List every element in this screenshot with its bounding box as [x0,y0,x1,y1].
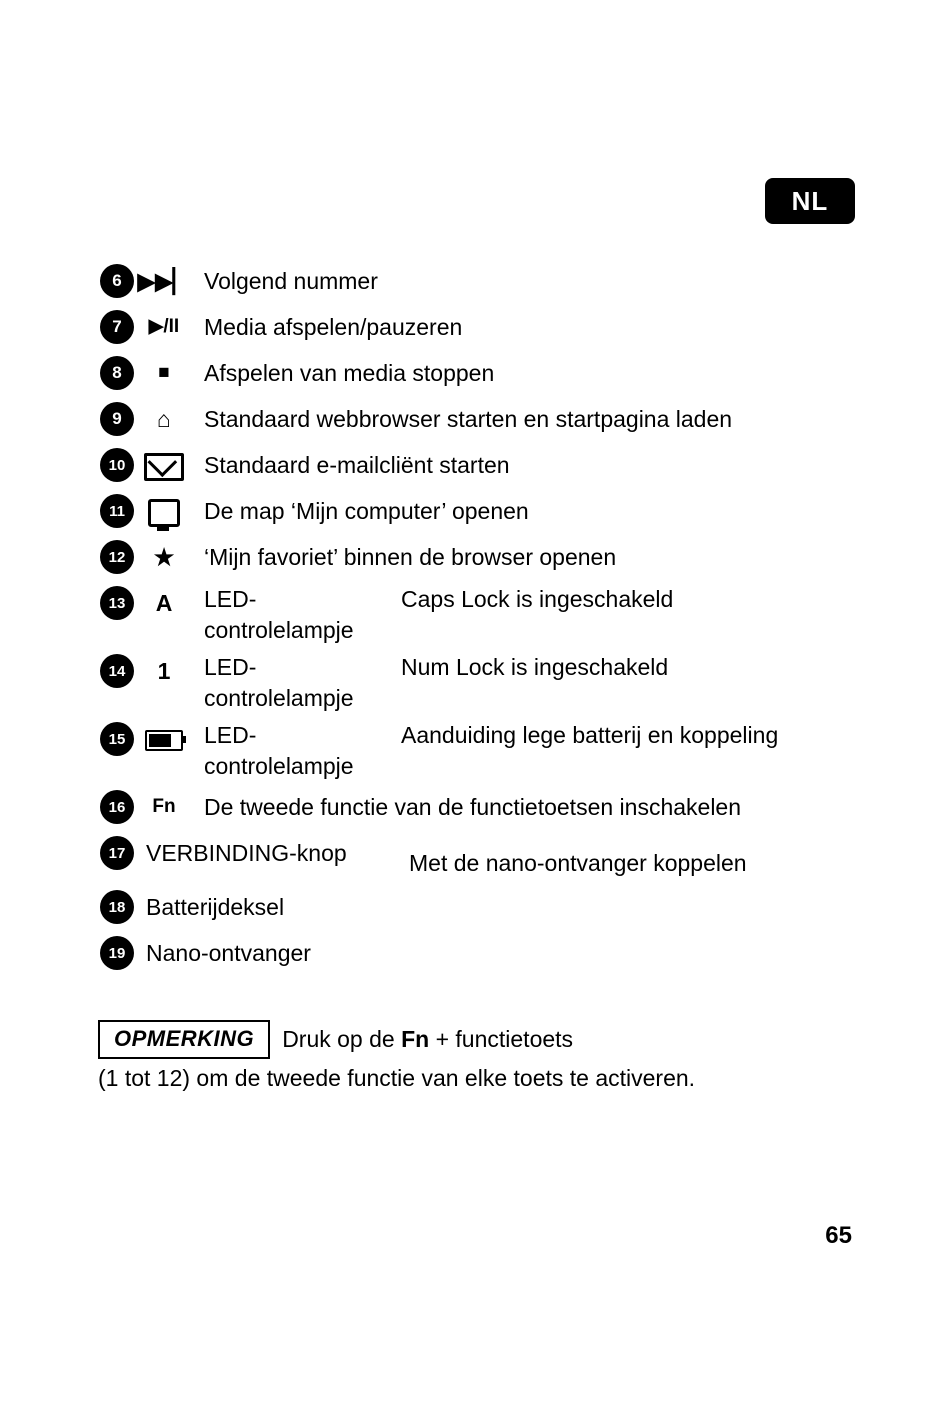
next-track-icon: ▶▶▏ [137,268,191,294]
note-block [98,1020,888,1092]
item-value: Caps Lock is ingeschakeld [401,586,674,612]
list-item [100,492,880,532]
item-label: LED-controlelampje [204,586,354,643]
item-value: Num Lock is ingeschakeld [401,654,669,680]
num-lock-one-icon: 1 [157,658,171,684]
item-number: 13 [100,586,134,620]
item-number: 16 [100,790,134,824]
item-description: De map ‘Mijn computer’ openen [204,498,529,524]
item-number: 10 [100,448,134,482]
list-item [100,652,880,714]
caps-lock-a-icon: A [155,590,173,616]
item-number: 17 [100,836,134,870]
item-number: 15 [100,722,134,756]
note-text-bold: Fn [401,1026,430,1052]
item-description: Standaard e-mailcliënt starten [204,452,510,478]
list-item [100,788,880,828]
item-number: 14 [100,654,134,688]
list-item [100,584,880,646]
item-number: 6 [100,264,134,298]
item-label: LED-controlelampje [204,722,354,779]
note-text [270,1026,573,1053]
note-badge: OPMERKING [98,1020,270,1059]
note-second-line: (1 tot 12) om de tweede functie van elke toets te activeren. [98,1065,696,1091]
list-item [100,834,880,882]
home-icon: ⌂ [157,406,171,432]
item-number: 7 [100,310,134,344]
page-number: 65 [825,1222,852,1249]
item-value: Met de nano-ontvanger koppelen [409,850,747,876]
list-item [100,446,880,486]
list-item [100,400,880,440]
list-item [100,308,880,348]
item-description: Nano-ontvanger [146,940,311,966]
language-tag: NL [765,178,855,224]
item-description: Volgend nummer [204,268,378,294]
note-text-before: Druk op de [282,1026,402,1052]
item-number: 8 [100,356,134,390]
battery-icon [134,720,194,758]
my-computer-icon [134,492,194,530]
item-number: 11 [100,494,134,528]
item-label: VERBINDING-knop [146,840,347,866]
list-item [100,934,880,974]
item-description: ‘Mijn favoriet’ binnen de browser openen [204,544,617,570]
item-description: Standaard webbrowser starten en startpagina laden [204,406,733,432]
list-item [100,888,880,928]
list-item [100,354,880,394]
list-item [100,262,880,302]
envelope-icon [134,446,194,484]
star-icon: ★ [153,544,175,570]
item-number: 18 [100,890,134,924]
function-key-list [100,262,880,980]
item-number: 19 [100,936,134,970]
stop-icon: ■ [158,362,170,383]
list-item [100,720,880,782]
note-first-line [98,1020,888,1059]
note-text-after: + functietoets [429,1026,574,1052]
item-description: Batterijdeksel [146,894,285,920]
item-number: 9 [100,402,134,436]
item-value: Aanduiding lege batterij en koppeling [401,722,779,748]
item-label: LED-controlelampje [204,654,354,711]
item-number: 12 [100,540,134,574]
list-item [100,538,880,578]
item-description: Media afspelen/pauzeren [204,314,463,340]
item-description: Afspelen van media stoppen [204,360,495,386]
item-description: De tweede functie van de functietoetsen inschakelen [204,794,742,820]
fn-key-icon: Fn [152,796,176,817]
play-pause-icon: ▶/II [148,316,180,337]
